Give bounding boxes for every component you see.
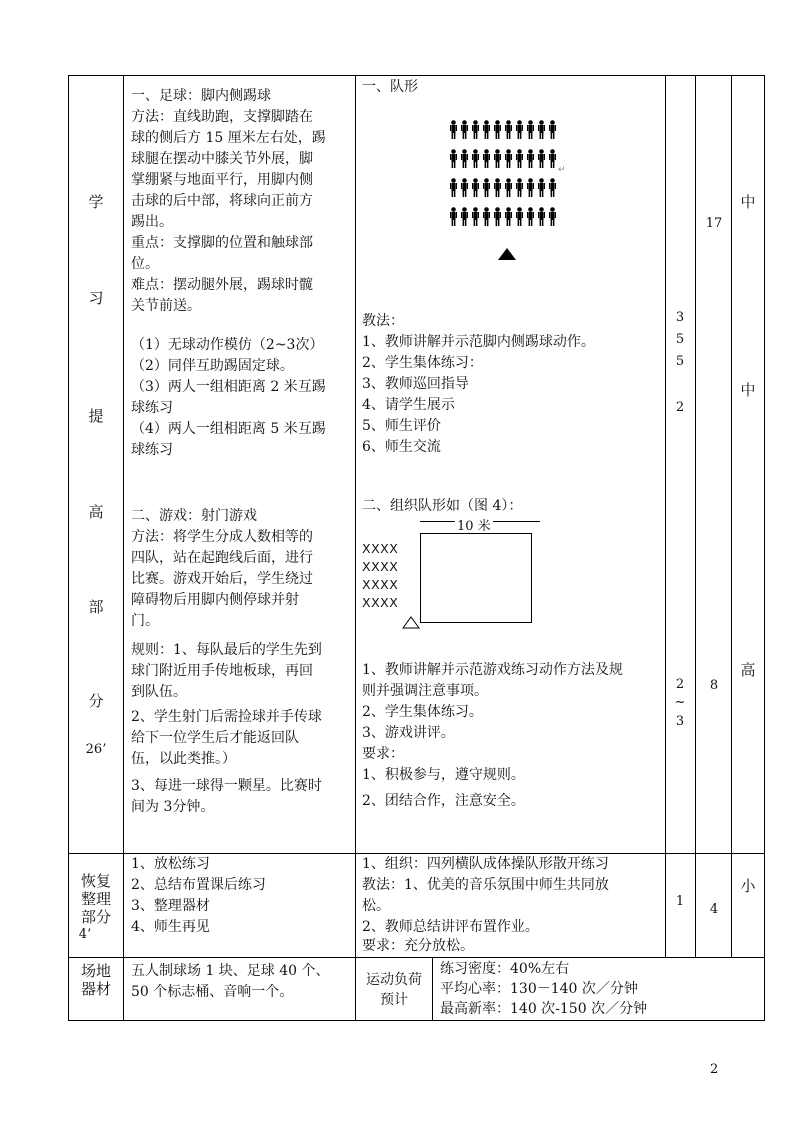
recovery-line: 3、整理器材 bbox=[131, 898, 210, 914]
student-formation-figure bbox=[448, 120, 568, 230]
section-char: 习 bbox=[88, 289, 104, 307]
count-value: 8 bbox=[709, 678, 719, 693]
game-method-line: 障碍物后用脚内侧停球并射 bbox=[131, 592, 299, 608]
intensity-value: 中 bbox=[740, 193, 756, 211]
org-method-line: 5、师生评价 bbox=[362, 418, 441, 434]
section-char: 学 bbox=[88, 193, 104, 211]
formation-title: 一、队形 bbox=[362, 79, 418, 95]
method-line: 击球的后中部，将球向正前方 bbox=[131, 193, 313, 209]
method-line: 踢出。 bbox=[131, 214, 173, 230]
intensity-value: 中 bbox=[740, 381, 756, 399]
org-method-line: 6、师生交流 bbox=[362, 439, 441, 455]
game-method-line: 比赛。游戏开始后，学生绕过 bbox=[131, 571, 313, 587]
game-org-line: 2、学生集体练习。 bbox=[362, 704, 483, 720]
rule-line: 伍，以此类推。） bbox=[131, 751, 236, 767]
recovery-org-line: 1、组织：四列横队成体操队形散开练习 bbox=[362, 856, 609, 872]
drill-line: （1）无球动作模仿（2~3次） bbox=[131, 337, 324, 353]
method-line: 掌绷紧与地面平行，用脚内侧 bbox=[131, 172, 313, 188]
key-point-line: 重点：支撑脚的位置和触球部 bbox=[131, 235, 313, 251]
org-method-line: 1、教师讲解并示范脚内侧踢球动作。 bbox=[362, 334, 595, 350]
venue-label-text: 场地 bbox=[80, 962, 111, 980]
section-char: 分 bbox=[88, 692, 104, 710]
game-org-line: 则并强调注意事项。 bbox=[362, 683, 488, 699]
method-line: 球的侧后方 15 厘米左右处，踢 bbox=[131, 130, 326, 146]
obstacle-triangle-icon bbox=[402, 616, 420, 629]
soccer-title: 一、足球：脚内侧踢球 bbox=[131, 88, 271, 104]
distance-label: 10 米 bbox=[457, 519, 491, 534]
field-rectangle bbox=[420, 533, 532, 623]
recovery-intensity: 小 bbox=[740, 877, 756, 895]
rule-line: 2、学生射门后需捡球并手传球 bbox=[131, 709, 322, 725]
recovery-line: 1、放松练习 bbox=[131, 856, 210, 872]
recovery-line: 2、总结布置课后练习 bbox=[131, 877, 266, 893]
recovery-org-line: 教法：1、优美的音乐氛围中师生共同放 bbox=[362, 877, 609, 893]
team-row: XXXX bbox=[362, 541, 399, 556]
section-text: 恢复 bbox=[80, 872, 111, 890]
load-label-text: 预计 bbox=[380, 992, 408, 1008]
game-method-line: 门。 bbox=[131, 613, 159, 629]
game-org-line: 3、游戏讲评。 bbox=[362, 725, 455, 741]
load-label-text: 运动负荷 bbox=[366, 972, 422, 988]
time-digit: 5 bbox=[675, 354, 685, 369]
time-digit: ~ bbox=[674, 695, 686, 710]
rule-line: 规则：1、每队最后的学生先到 bbox=[131, 642, 322, 658]
venue-text-line: 50 个标志桶、音响一个。 bbox=[131, 984, 294, 1000]
game-title: 二、游戏：射门游戏 bbox=[131, 508, 257, 524]
recovery-org-line: 松。 bbox=[362, 898, 390, 914]
section-time: 26’ bbox=[85, 742, 107, 757]
requirement-line: 1、积极参与，遵守规则。 bbox=[362, 767, 525, 783]
requirement-label: 要求： bbox=[362, 746, 404, 762]
org-method-line: 4、请学生展示 bbox=[362, 397, 455, 413]
game-method-line: 四队，站在起跑线后面，进行 bbox=[131, 550, 313, 566]
method-line: 球腿在摆动中膝关节外展，脚 bbox=[131, 151, 313, 167]
intensity-value: 高 bbox=[740, 661, 756, 679]
load-value-line: 练习密度：40%左右 bbox=[440, 961, 570, 977]
load-value-line: 平均心率：130－140 次／分钟 bbox=[440, 981, 638, 997]
recovery-org-line: 要求：充分放松。 bbox=[362, 938, 474, 954]
rule-line: 给下一位学生后才能返回队 bbox=[131, 730, 299, 746]
difficulty-line: 关节前送。 bbox=[131, 298, 201, 314]
time-digit: 2 bbox=[675, 677, 685, 692]
section-char: 提 bbox=[88, 407, 104, 425]
drill-line: 球练习 bbox=[131, 442, 173, 458]
drill-line: 球练习 bbox=[131, 400, 173, 416]
venue-label-text: 器材 bbox=[80, 980, 111, 998]
team-row: XXXX bbox=[362, 577, 399, 592]
game-method-line: 方法：将学生分成人数相等的 bbox=[131, 529, 313, 545]
load-value-line: 最高新率：140 次-150 次／分钟 bbox=[440, 1001, 648, 1017]
time-digit: 2 bbox=[675, 400, 685, 415]
recovery-count: 4 bbox=[709, 902, 719, 917]
drill-line: （4）两人一组相距离 5 米互踢 bbox=[131, 421, 326, 437]
game-formation-title: 二、组织队形如（图 4）： bbox=[362, 498, 523, 514]
team-row: XXXX bbox=[362, 559, 399, 574]
game-org-line: 1、教师讲解并示范游戏练习动作方法及规 bbox=[362, 662, 623, 678]
method-line: 方法：直线助跑，支撑脚踏在 bbox=[131, 109, 313, 125]
requirement-line: 2、团结合作，注意安全。 bbox=[362, 793, 525, 809]
section-text: 整理 bbox=[80, 890, 111, 908]
time-digit: 5 bbox=[675, 332, 685, 347]
key-point-line: 位。 bbox=[131, 256, 159, 272]
time-digit: 3 bbox=[675, 714, 685, 729]
recovery-time: 1 bbox=[675, 894, 685, 909]
recovery-org-line: 2、教师总结讲评布置作业。 bbox=[362, 919, 539, 935]
rule-line: 球门附近用手传地板球，再回 bbox=[131, 663, 313, 679]
rule-line: 3、每进一球得一颗星。比赛时 bbox=[131, 778, 322, 794]
method-label: 教法： bbox=[362, 313, 404, 329]
venue-text-line: 五人制球场 1 块、足球 40 个、 bbox=[131, 963, 330, 979]
rule-line: 到队伍。 bbox=[131, 684, 187, 700]
svg-text:↵: ↵ bbox=[558, 165, 566, 175]
section-text: 部分 bbox=[80, 908, 111, 926]
drill-line: （2）同伴互助踢固定球。 bbox=[131, 358, 294, 374]
team-row: XXXX bbox=[362, 595, 399, 610]
section-time: 4’ bbox=[78, 927, 92, 942]
drill-line: （3）两人一组相距离 2 米互踢 bbox=[131, 379, 326, 395]
teacher-triangle-icon bbox=[497, 247, 517, 261]
section-char: 高 bbox=[88, 503, 104, 521]
rule-line: 间为 3分钟。 bbox=[131, 799, 215, 815]
org-method-line: 3、教师巡回指导 bbox=[362, 376, 469, 392]
difficulty-line: 难点：摆动腿外展，踢球时髋 bbox=[131, 277, 313, 293]
count-value: 17 bbox=[705, 216, 723, 231]
section-char: 部 bbox=[88, 598, 104, 616]
recovery-line: 4、师生再见 bbox=[131, 919, 210, 935]
org-method-line: 2、学生集体练习： bbox=[362, 355, 483, 371]
time-digit: 3 bbox=[675, 310, 685, 325]
page-number: 2 bbox=[710, 1062, 719, 1077]
